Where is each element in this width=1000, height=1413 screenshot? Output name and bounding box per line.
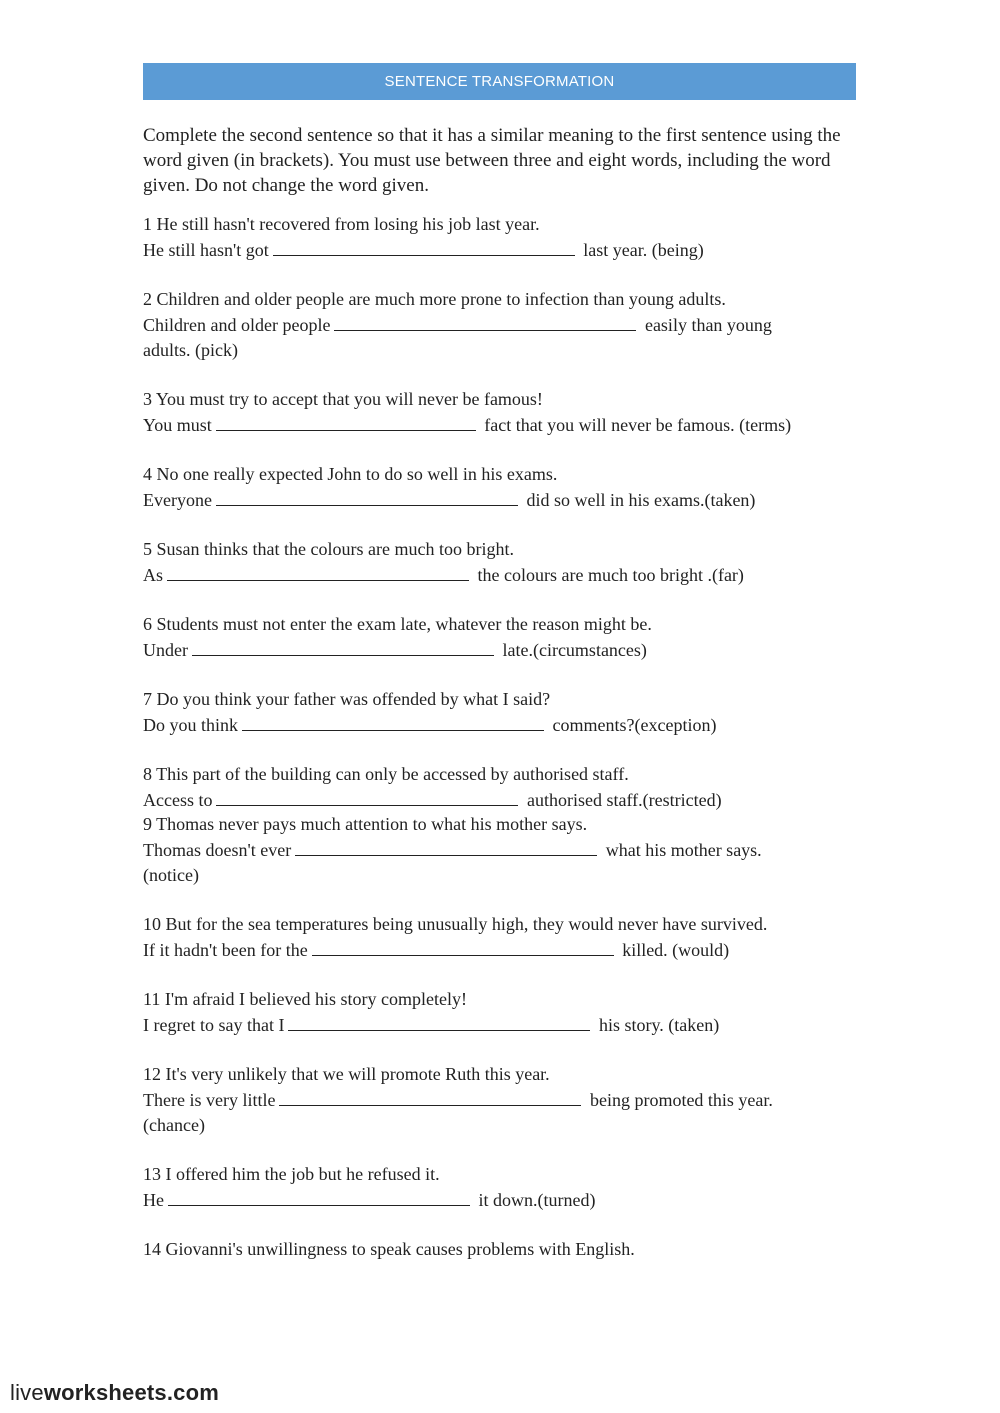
original-sentence: 7 Do you think your father was offended by what I said? — [143, 689, 551, 709]
original-sentence: 1 He still hasn't recovered from losing his job last year. — [143, 214, 540, 234]
answer-blank[interactable] — [216, 487, 518, 506]
prompt-end: late.(circumstances) — [502, 640, 647, 660]
answer-blank[interactable] — [167, 562, 469, 581]
logo-bold-text: worksheets — [43, 1380, 167, 1405]
answer-blank[interactable] — [242, 712, 544, 731]
prompt-end: killed. (would) — [622, 940, 730, 960]
answer-blank[interactable] — [312, 937, 614, 956]
original-sentence: 2 Children and older people are much more prone to infection than young adults. — [143, 289, 726, 309]
prompt-start: There is very little — [143, 1090, 276, 1110]
prompt-end: authorised staff.(restricted) — [526, 790, 722, 810]
prompt-end: did so well in his exams.(taken) — [526, 490, 756, 510]
question-5 — [143, 537, 863, 588]
prompt-end: the colours are much too bright .(far) — [477, 565, 744, 585]
original-sentence: 3 You must try to accept that you will never be famous! — [143, 389, 543, 409]
original-sentence: 6 Students must not enter the exam late, whatever the reason might be. — [143, 614, 652, 634]
answer-blank[interactable] — [273, 237, 575, 256]
prompt-start: Thomas doesn't ever — [143, 840, 292, 860]
question-8 — [143, 762, 863, 813]
prompt-end: fact that you will never be famous. (terms) — [484, 415, 792, 435]
liveworksheets-logo[interactable] — [10, 1380, 219, 1406]
prompt-end: it down.(turned) — [478, 1190, 596, 1210]
original-sentence: 10 But for the sea temperatures being unusually high, they would never have survived. — [143, 914, 768, 934]
instructions: Complete the second sentence so that it has a similar meaning to the first sentence using the word given (in brackets). You must use between three and eight words, including the word given. Do not change the word given. — [143, 125, 841, 196]
question-7 — [143, 687, 863, 738]
answer-blank[interactable] — [216, 787, 518, 806]
original-sentence: 8 This part of the building can only be accessed by authorised staff. — [143, 764, 629, 784]
answer-blank[interactable] — [192, 637, 494, 656]
prompt-continuation: (chance) — [143, 1115, 205, 1135]
prompt-end: what his mother says. — [605, 840, 762, 860]
question-11 — [143, 987, 863, 1038]
answer-blank[interactable] — [334, 312, 636, 331]
question-10 — [143, 912, 863, 963]
question-9 — [143, 812, 863, 888]
prompt-end: his story. (taken) — [598, 1015, 720, 1035]
original-sentence: 12 It's very unlikely that we will promote Ruth this year. — [143, 1064, 550, 1084]
original-sentence: 14 Giovanni's unwillingness to speak causes problems with English. — [143, 1239, 635, 1259]
question-1 — [143, 212, 863, 263]
answer-blank[interactable] — [295, 837, 597, 856]
prompt-end: last year. (being) — [583, 240, 704, 260]
original-sentence: 13 I offered him the job but he refused it. — [143, 1164, 440, 1184]
worksheet-title: SENTENCE TRANSFORMATION — [143, 63, 856, 100]
prompt-start: You must — [143, 415, 212, 435]
question-6 — [143, 612, 863, 663]
original-sentence: 4 No one really expected John to do so well in his exams. — [143, 464, 558, 484]
prompt-continuation: (notice) — [143, 865, 199, 885]
prompt-start: Children and older people — [143, 315, 331, 335]
question-4 — [143, 462, 863, 513]
prompt-continuation: adults. (pick) — [143, 340, 238, 360]
prompt-start: Do you think — [143, 715, 239, 735]
prompt-start: He still hasn't got — [143, 240, 269, 260]
question-2 — [143, 287, 863, 363]
answer-blank[interactable] — [288, 1012, 590, 1031]
logo-suffix: .com — [166, 1380, 220, 1405]
question-12 — [143, 1062, 863, 1138]
prompt-start: As — [143, 565, 164, 585]
prompt-start: Everyone — [143, 490, 212, 510]
original-sentence: 5 Susan thinks that the colours are much too bright. — [143, 539, 514, 559]
prompt-end: easily than young — [644, 315, 772, 335]
prompt-start: Access to — [143, 790, 213, 810]
question-13 — [143, 1162, 863, 1213]
logo-light-text: live — [10, 1380, 44, 1405]
prompt-end: comments?(exception) — [552, 715, 717, 735]
prompt-start: If it hadn't been for the — [143, 940, 308, 960]
question-3 — [143, 387, 863, 438]
prompt-end: being promoted this year. — [589, 1090, 773, 1110]
answer-blank[interactable] — [279, 1087, 581, 1106]
answer-blank[interactable] — [216, 412, 476, 431]
prompt-start: He — [143, 1190, 164, 1210]
prompt-start: I regret to say that I — [143, 1015, 285, 1035]
original-sentence: 11 I'm afraid I believed his story completely! — [143, 989, 467, 1009]
prompt-start: Under — [143, 640, 188, 660]
answer-blank[interactable] — [168, 1187, 470, 1206]
original-sentence: 9 Thomas never pays much attention to what his mother says. — [143, 814, 588, 834]
question-14 — [143, 1237, 863, 1262]
